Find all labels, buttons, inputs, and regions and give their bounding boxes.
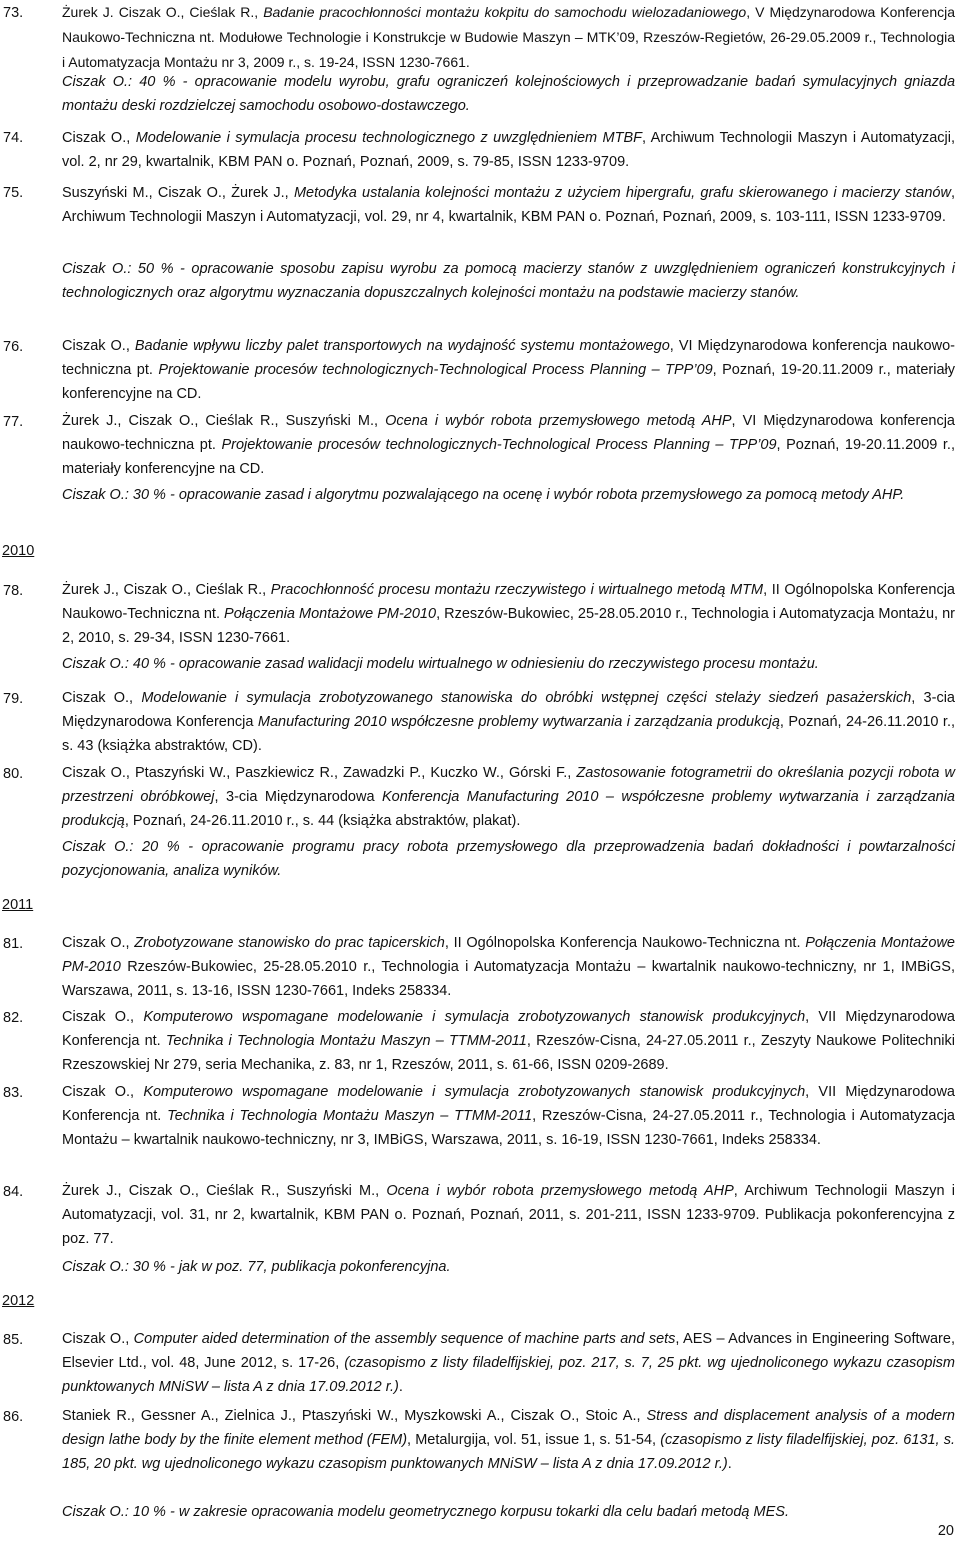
entry-title: Badanie pracochłonności montażu kokpitu do samochodu wielozadaniowego xyxy=(263,4,747,20)
entry-venue: Połączenia Montażowe PM-2010 xyxy=(224,606,437,622)
contribution-author: Ciszak O. xyxy=(62,1504,125,1520)
entry-title: Zastosowanie fotogrametrii do określania pozycji robota w przestrzeni obróbkowej xyxy=(62,765,955,805)
entry-number: 80. xyxy=(3,766,24,782)
entry-title: Stress and displacement analysis of a modern design lathe body by the finite element method (FEM) xyxy=(62,1408,955,1448)
contribution-text: : 40 % - opracowanie modelu wyrobu, grafu ograniczeń kolejnościowych i przeprowadzanie badań symulacyjnych gniazda montażu deski rozdzielczej samochodu osobowo-dostawczego. xyxy=(62,74,956,114)
contribution-author: Ciszak O. xyxy=(62,487,125,503)
entry-venue: (czasopismo z listy filadelfijskiej, poz. 6131, s. 185, 20 pkt. wg ujednoliconego wykazu czasopism punktowanych MNiSW – lista A z dnia 17.09.2012 r.) xyxy=(62,1432,956,1472)
entry-details: , II Ogólnopolska Konferencja Naukowo-Techniczna nt. xyxy=(444,935,806,951)
entry-details-tail: , Poznań, 19-20.11.2009 r., materiały konferencyjne na CD. xyxy=(62,362,955,402)
publication-entry xyxy=(62,181,955,229)
contribution-note xyxy=(62,652,955,676)
contribution-author: Ciszak O. xyxy=(62,74,129,90)
contribution-note xyxy=(62,1500,955,1524)
contribution-text: : 30 % - jak w poz. 77, publikacja pokonferencyjna. xyxy=(124,1259,451,1275)
contribution-text: : 30 % - opracowanie zasad i algorytmu pozwalającego na ocenę i wybór robota przemysłowego za pomocą metody AHP. xyxy=(124,487,905,503)
contribution-text: : 50 % - opracowanie sposobu zapisu wyrobu za pomocą macierzy stanów z uwzględnieniem ograniczeń konstrukcyjnych i technologicznych oraz algorytmu wyznaczania dopuszczalnych kolejności montażu na podstawie macierzy stanów. xyxy=(62,261,955,301)
entry-venue: Manufacturing 2010 współczesne problemy wytwarzania i zarządzania produkcją xyxy=(257,714,780,730)
year-heading: 2011 xyxy=(2,897,34,913)
entry-authors: Żurek J. Ciszak O., Cieślak R., xyxy=(62,4,264,20)
entry-number: 84. xyxy=(3,1184,24,1200)
entry-title: Metodyka ustalania kolejności montażu z użyciem hipergrafu, grafu skierowanego i macierzy stanów xyxy=(293,185,951,201)
entry-authors: Staniek R., Gessner A., Zielnica J., Ptaszyński W., Myszkowski A., Ciszak O., Stoic A., xyxy=(62,1408,647,1424)
entry-details-tail: . xyxy=(398,1379,403,1395)
entry-title: Computer aided determination of the assembly sequence of machine parts and sets xyxy=(133,1331,676,1347)
year-heading: 2010 xyxy=(2,543,35,559)
entry-details: , Archiwum Technologii Maszyn i Automatyzacji, vol. 31, nr 2, kwartalnik, KBM PAN o. Poznań, Poznań, 2011, s. 201-211, ISSN 1233-9709. Publikacja pokonferencyjna z poz. 77. xyxy=(62,1183,955,1247)
contribution-author: Ciszak O. xyxy=(62,261,128,277)
entry-details-tail: , Rzeszów-Cisna, 24-27.05.2011 r., Zeszyty Naukowe Politechniki Rzeszowskiej Nr 279, seria Mechanika, z. 83, nr 1, Rzeszów, 2011, s. 61-66, ISSN 0209-2689. xyxy=(62,1033,955,1073)
entry-authors: Ciszak O., xyxy=(62,1009,144,1025)
publication-entry xyxy=(62,578,955,650)
entry-title: Ocena i wybór robota przemysłowego metodą AHP xyxy=(385,413,732,429)
entry-details: , Archiwum Technologii Maszyn i Automatyzacji, vol. 2, nr 29, kwartalnik, KBM PAN o. Poznań, Poznań, 2009, s. 79-85, ISSN 1233-9709. xyxy=(62,130,955,170)
contribution-note xyxy=(62,483,955,507)
entry-title: Modelowanie i symulacja zrobotyzowanego stanowiska do obróbki wstępnej części stelaży siedzeń pasażerskich xyxy=(141,690,912,706)
entry-details: , VI Międzynarodowa konferencja naukowo-techniczna pt. xyxy=(62,338,955,378)
entry-details: , VII Międzynarodowa Konferencja nt. xyxy=(62,1009,955,1049)
entry-authors: Ciszak O., xyxy=(62,935,135,951)
entry-venue: Projektowanie procesów technologicznych-Technological Process Planning – TPP’09 xyxy=(221,437,777,453)
entry-authors: Suszyński M., Ciszak O., Żurek J., xyxy=(62,185,294,201)
publication-entry xyxy=(62,409,955,481)
contribution-text: : 10 % - w zakresie opracowania modelu geometrycznego korpusu tokarki dla celu badań metodą MES. xyxy=(124,1504,789,1520)
entry-number: 86. xyxy=(3,1409,24,1425)
entry-number: 79. xyxy=(3,691,24,707)
publication-entry xyxy=(62,0,955,75)
entry-number: 74. xyxy=(3,130,24,146)
entry-venue: (czasopismo z listy filadelfijskiej, poz. 217, s. 7, 25 pkt. wg ujednoliconego wykazu czasopism punktowanych MNiSW – lista A z dnia 17.09.2012 r.) xyxy=(62,1355,955,1395)
entry-title: Modelowanie i symulacja procesu technologicznego z uwzględnieniem MTBF xyxy=(135,130,643,146)
entry-details: , V Międzynarodowa Konferencja Naukowo-Techniczna nt. Modułowe Technologie i Konstrukcje w Budowie Maszyn – MTK’09, Rzeszów-Regietów, 26-29.05.2009 r., Technologia i Automatyzacja Montażu nr 3, 2009 r., s. 19-24, ISSN 1230-7661. xyxy=(62,4,956,70)
entry-authors: Żurek J., Ciszak O., Cieślak R., Suszyński M., xyxy=(62,413,386,429)
entry-details-tail: , Poznań, 19-20.11.2009 r., materiały konferencyjne na CD. xyxy=(62,437,955,477)
contribution-author: Ciszak O. xyxy=(62,656,125,672)
entry-authors: Ciszak O., xyxy=(62,338,135,354)
entry-details: , VII Międzynarodowa Konferencja nt. xyxy=(62,1084,955,1124)
publication-entry xyxy=(62,126,955,174)
entry-authors: Ciszak O., Ptaszyński W., Paszkiewicz R., Zawadzki P., Kuczko W., Górski F., xyxy=(62,765,577,781)
page-number: 20 xyxy=(937,1523,954,1539)
entry-authors: Żurek J., Ciszak O., Cieślak R., Suszyński M., xyxy=(62,1183,387,1199)
publication-entry xyxy=(62,1080,955,1152)
entry-details-tail: , Poznań, 24-26.11.2010 r., s. 44 (książka abstraktów, plakat). xyxy=(124,813,521,829)
publication-entry xyxy=(62,686,955,758)
entry-details: , 3-cia Międzynarodowa xyxy=(214,789,382,805)
entry-number: 81. xyxy=(3,936,24,952)
entry-details: , II Ogólnopolska Konferencja Naukowo-Techniczna nt. xyxy=(62,582,955,622)
contribution-author: Ciszak O. xyxy=(62,839,130,855)
entry-number: 85. xyxy=(3,1332,24,1348)
entry-authors: Ciszak O., xyxy=(62,1084,144,1100)
entry-number: 78. xyxy=(3,583,24,599)
entry-venue: Technika i Technologia Montażu Maszyn – TTMM-2011 xyxy=(167,1108,533,1124)
entry-number: 73. xyxy=(3,5,24,21)
entry-title: Komputerowo wspomagane modelowanie i symulacja zrobotyzowanych stanowisk produkcyjnych xyxy=(143,1084,806,1100)
entry-details-tail: , Rzeszów-Bukowiec, 25-28.05.2010 r., Technologia i Automatyzacja Montażu, nr 2, 2010, s. 29-34, ISSN 1230-7661. xyxy=(62,606,956,646)
entry-details: , Archiwum Technologii Maszyn i Automatyzacji, vol. 29, nr 4, kwartalnik, KBM PAN o. Poznań, Poznań, 2009, s. 103-111, ISSN 1233-9709. xyxy=(62,185,955,225)
entry-venue: Połączenia Montażowe PM-2010 xyxy=(62,935,955,975)
entry-number: 77. xyxy=(3,414,24,430)
publication-entry xyxy=(62,334,955,406)
entry-venue: Technika i Technologia Montażu Maszyn – TTMM-2011 xyxy=(165,1033,527,1049)
entry-details-tail: . xyxy=(727,1456,732,1472)
entry-number: 82. xyxy=(3,1010,24,1026)
entry-title: Ocena i wybór robota przemysłowego metodą AHP xyxy=(386,1183,734,1199)
contribution-note xyxy=(62,257,955,305)
entry-authors: Ciszak O., xyxy=(62,1331,134,1347)
entry-authors: Ciszak O., xyxy=(62,130,136,146)
publication-entry xyxy=(62,1005,955,1077)
entry-details-tail: , Rzeszów-Cisna, 24-27.05.2011 r., Technologia i Automatyzacja Montażu – kwartalnik naukowo-techniczny, nr 3, IMBiGS, Warszawa, 2011, s. 16-19, ISSN 1230-7661, Indeks 258334. xyxy=(62,1108,955,1148)
entry-title: Pracochłonność procesu montażu rzeczywistego i wirtualnego metodą MTM xyxy=(270,582,764,598)
entry-title: Komputerowo wspomagane modelowanie i symulacja zrobotyzowanych stanowisk produkcyjnych xyxy=(143,1009,806,1025)
entry-venue: Konferencja Manufacturing 2010 – współczesne problemy wytwarzania i zarządzania produkcją xyxy=(62,789,955,829)
publication-entry xyxy=(62,1327,955,1399)
entry-number: 83. xyxy=(3,1085,24,1101)
entry-details: , AES – Advances in Engineering Software, Elsevier Ltd., vol. 48, June 2012, s. 17-26, xyxy=(62,1331,955,1371)
entry-details: , VI Międzynarodowa konferencja naukowo-techniczna pt. xyxy=(62,413,955,453)
entry-authors: Żurek J., Ciszak O., Cieślak R., xyxy=(62,582,271,598)
entry-details-tail: , Poznań, 24-26.11.2010 r., s. 43 (książka abstraktów, CD). xyxy=(62,714,956,754)
entry-title: Zrobotyzowane stanowisko do prac tapicerskich xyxy=(134,935,445,951)
entry-title: Badanie wpływu liczby palet transportowych na wydajność systemu montażowego xyxy=(134,338,670,354)
entry-venue: Projektowanie procesów technologicznych-Technological Process Planning – TPP’09 xyxy=(158,362,713,378)
contribution-text: : 20 % - opracowanie programu pracy robota przemysłowego dla przeprowadzenia badań dokładności i powtarzalności pozycjonowania, analiza wyników. xyxy=(62,839,956,879)
entry-number: 75. xyxy=(3,185,24,201)
year-heading: 2012 xyxy=(2,1293,35,1309)
contribution-note xyxy=(62,70,955,118)
contribution-note xyxy=(62,835,955,883)
contribution-author: Ciszak O. xyxy=(62,1259,125,1275)
contribution-text: : 40 % - opracowanie zasad walidacji modelu wirtualnego w odniesieniu do rzeczywistego procesu montażu. xyxy=(124,656,819,672)
contribution-note xyxy=(62,1255,955,1279)
publication-entry xyxy=(62,761,955,833)
entry-authors: Ciszak O., xyxy=(62,690,142,706)
publication-entry xyxy=(62,1404,955,1476)
entry-details: , 3-cia Międzynarodowa Konferencja xyxy=(62,690,955,730)
entry-details-tail: Rzeszów-Bukowiec, 25-28.05.2010 r., Technologia i Automatyzacja Montażu – kwartalnik naukowo-techniczny, nr 1, IMBiGS, Warszawa, 2011, s. 13-16, ISSN 1230-7661, Indeks 258334. xyxy=(62,959,955,999)
publication-entry xyxy=(62,1179,955,1251)
publication-entry xyxy=(62,931,955,1003)
entry-number: 76. xyxy=(3,339,24,355)
entry-details: , Metalurgija, vol. 51, issue 1, s. 51-54, xyxy=(407,1432,661,1448)
